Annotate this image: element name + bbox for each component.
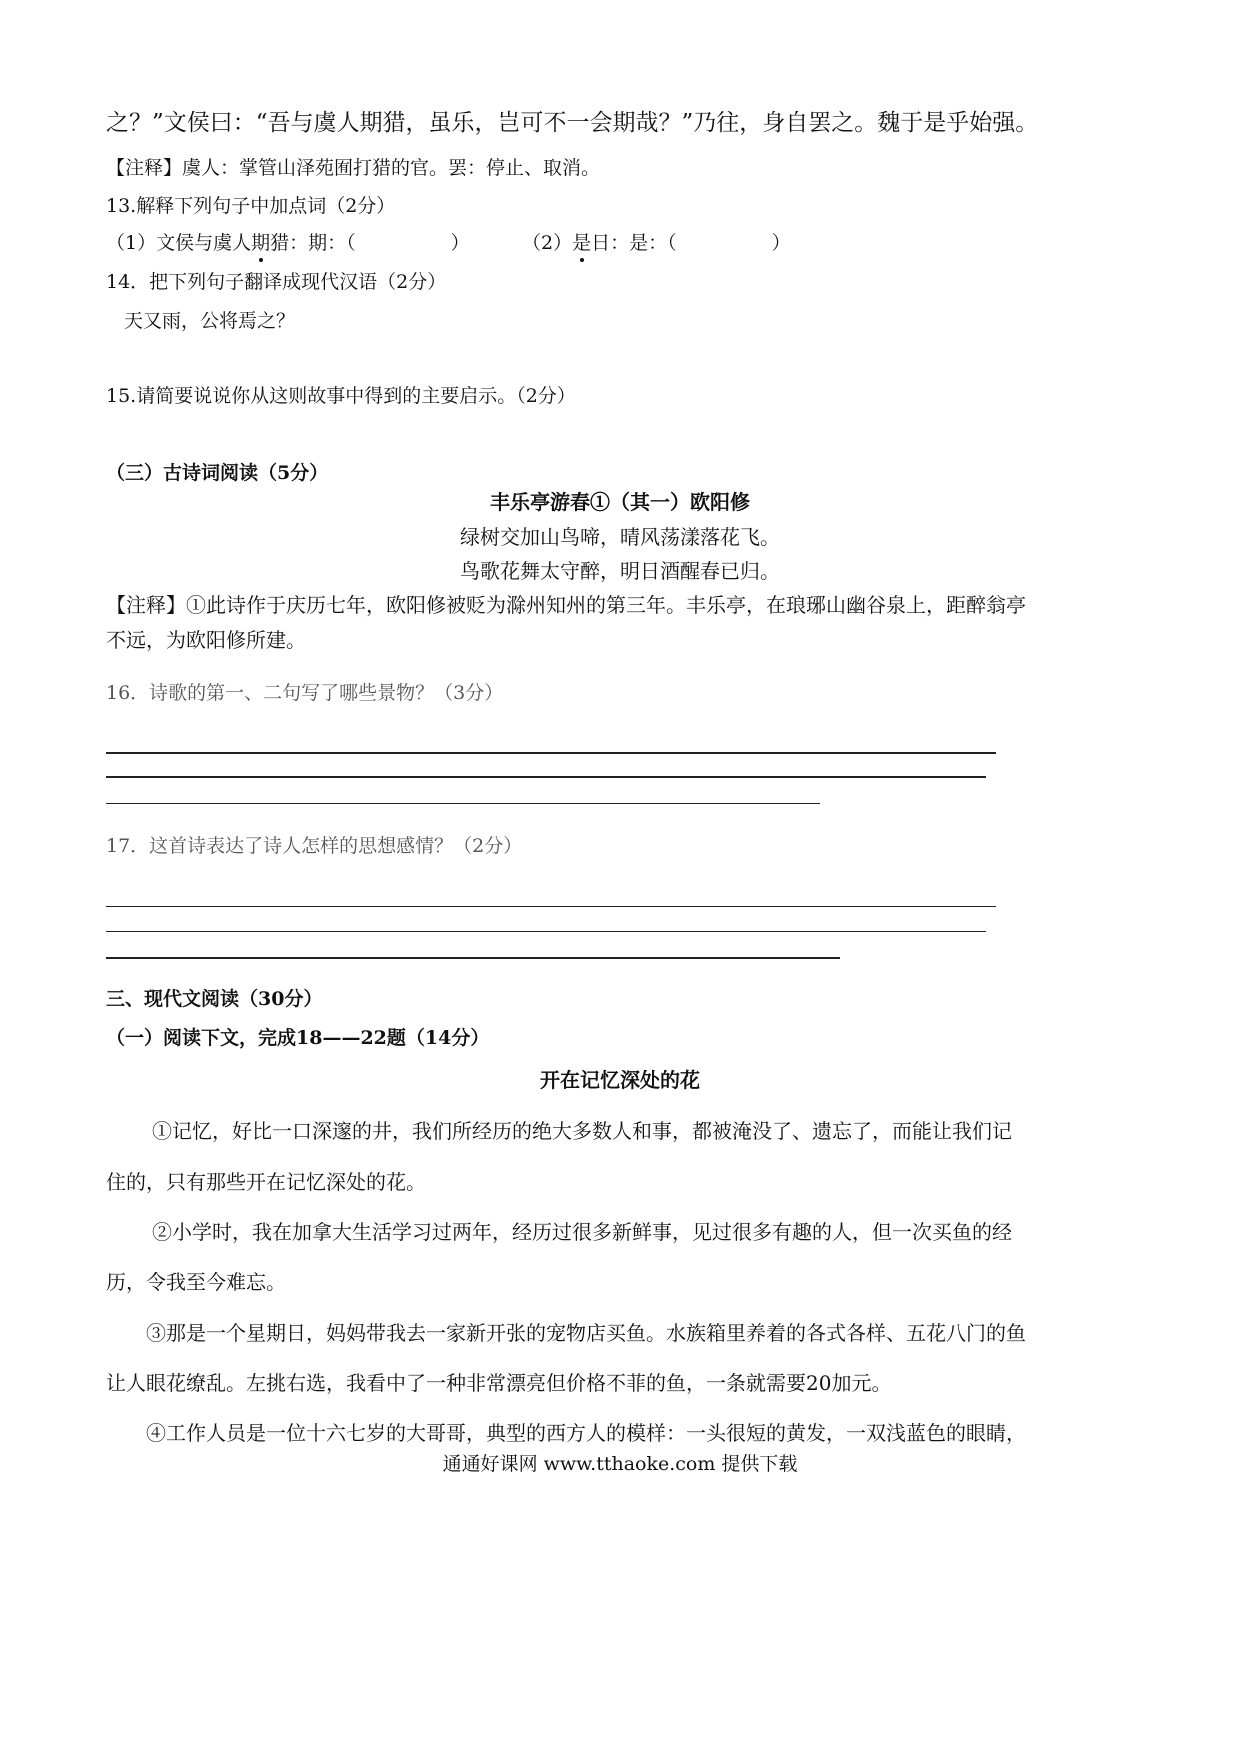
answer-line: [106, 906, 996, 907]
poem-note-line-1: 【注释】①此诗作于庆历七年，欧阳修被贬为滁州知州的第三年。丰乐亭，在琅琊山幽谷泉上，距醉翁亭: [106, 593, 1026, 617]
answer-line: [106, 803, 820, 804]
page-footer: 通通好课网 www.tthaoke.com 提供下载: [442, 1453, 798, 1475]
paragraph-2-line-2: 历，令我至今难忘。: [106, 1270, 286, 1294]
question-14-title: 14．把下列句子翻译成现代汉语（2分）: [106, 271, 447, 293]
question-13-item-1: [106, 234, 470, 253]
classical-text-line: 之？”文侯曰：“吾与虞人期猎，虽乐，岂可不一会期哉？”乃往，身自罢之。魏于是乎始强。: [106, 110, 1039, 136]
poetry-section-title: （三）古诗词阅读（5分）: [106, 462, 329, 484]
modern-subsection-title: （一）阅读下文，完成18——22题（14分）: [106, 1027, 490, 1049]
poem-line-1: 绿树交加山鸟啼，晴风荡漾落花飞。: [460, 525, 780, 549]
paragraph-3-line-2: 让人眼花缭乱。左挑右选，我看中了一种非常漂亮但价格不菲的鱼，一条就需要20加元。: [106, 1371, 892, 1395]
article-title: 开在记忆深处的花: [540, 1068, 700, 1092]
poem-title: 丰乐亭游春①（其一）欧阳修: [490, 490, 750, 514]
dotted-word-shi: 是: [572, 232, 592, 254]
question-17-title: 17．这首诗表达了诗人怎样的思想感情？（2分）: [106, 835, 523, 857]
question-13-item-2: [522, 234, 791, 253]
answer-line: [106, 931, 986, 932]
question-15-title: 15.请简要说说你从这则故事中得到的主要启示。（2分）: [106, 385, 576, 407]
item1-suffix: 猎：期：（ ）: [270, 232, 470, 254]
poem-line-2: 鸟歌花舞太守醉，明日酒醒春已归。: [460, 559, 780, 583]
modern-section-title: 三、现代文阅读（30分）: [106, 988, 323, 1010]
paragraph-3-line-1: ③那是一个星期日，妈妈带我去一家新开张的宠物店买鱼。水族箱里养着的各式各样、五花八门的鱼: [146, 1321, 1026, 1345]
paragraph-1-line-1: ①记忆，好比一口深邃的井，我们所经历的绝大多数人和事，都被淹没了、遗忘了，而能让我们记: [152, 1119, 1012, 1143]
answer-line: [106, 752, 996, 754]
paragraph-2-line-1: ②小学时，我在加拿大生活学习过两年，经历过很多新鲜事，见过很多有趣的人，但一次买鱼的经: [152, 1220, 1012, 1244]
item1-prefix: （1）文侯与虞人: [106, 232, 252, 254]
item2-prefix: （2）: [522, 232, 573, 254]
poem-note-line-2: 不远，为欧阳修所建。: [106, 628, 306, 652]
paragraph-1-line-2: 住的，只有那些开在记忆深处的花。: [106, 1170, 426, 1194]
answer-line: [106, 776, 986, 778]
question-16-title: 16．诗歌的第一、二句写了哪些景物？（3分）: [106, 682, 504, 704]
classical-note: 【注释】虞人：掌管山泽苑囿打猎的官。罢：停止、取消。: [106, 157, 601, 179]
answer-line: [106, 957, 840, 959]
question-14-sentence: 天又雨，公将焉之？: [124, 310, 296, 332]
item2-suffix: 日：是：（ ）: [591, 232, 791, 254]
paragraph-4-line-1: ④工作人员是一位十六七岁的大哥哥，典型的西方人的模样：一头很短的黄发，一双浅蓝色的眼睛，: [146, 1421, 1026, 1445]
dotted-word-qi: 期: [251, 232, 271, 254]
question-13-title: 13.解释下列句子中加点词（2分）: [106, 195, 396, 217]
